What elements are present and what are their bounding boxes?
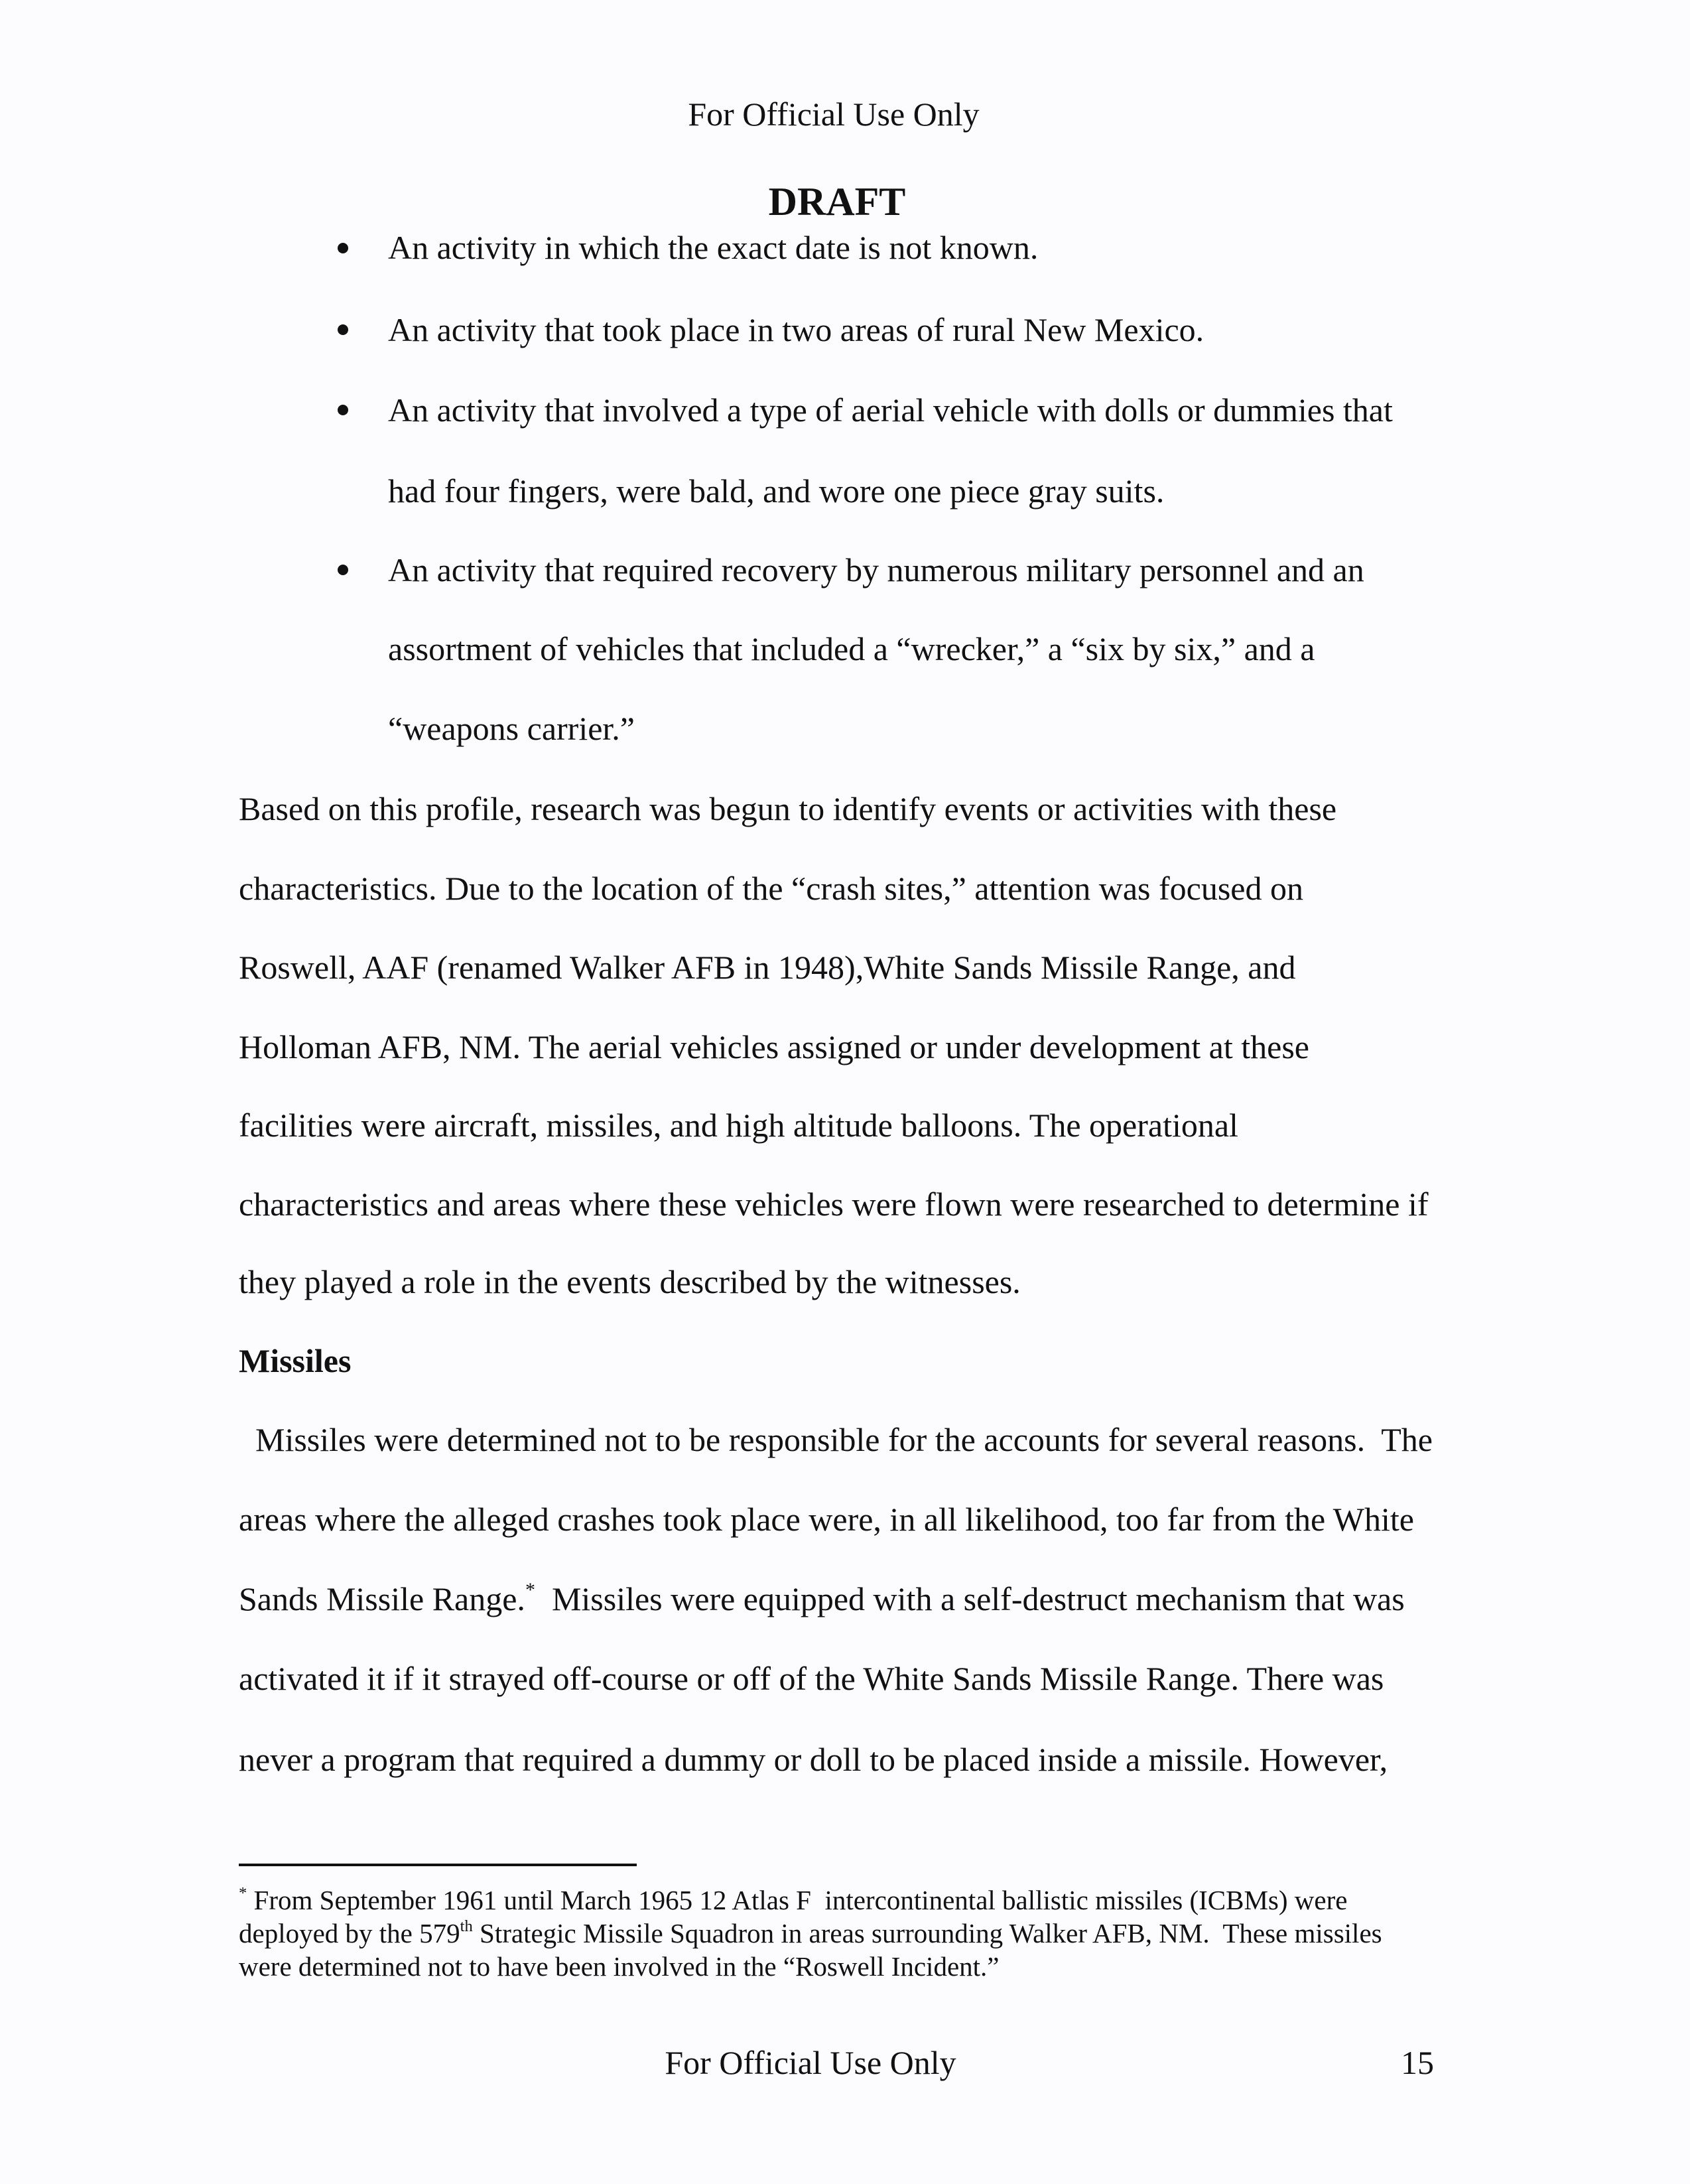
- bullet-icon: [338, 565, 348, 575]
- footer-classification: For Official Use Only: [665, 2044, 956, 2081]
- bullet-text: assortment of vehicles that included a “wrecker,” a “six by six,” and a: [388, 630, 1315, 667]
- bullet-text: had four fingers, were bald, and wore one piece gray suits.: [388, 472, 1165, 510]
- footnote-text: From September 1961 until March 1965 12 Atlas F intercontinental ballistic missiles (ICBMs) were: [247, 1885, 1348, 1915]
- header-classification: For Official Use Only: [688, 96, 980, 133]
- paragraph-line: activated it if it strayed off-course or off of the White Sands Missile Range. There was: [239, 1660, 1384, 1697]
- footnote-reference: *: [525, 1579, 535, 1601]
- paragraph-line: facilities were aircraft, missiles, and high altitude balloons. The operational: [239, 1107, 1238, 1144]
- bullet-text: “weapons carrier.”: [388, 710, 635, 747]
- paragraph-line: characteristics. Due to the location of the “crash sites,” attention was focused on: [239, 870, 1303, 907]
- paragraph-line: they played a role in the events described by the witnesses.: [239, 1263, 1021, 1300]
- footnote-text: Strategic Missile Squadron in areas surrounding Walker AFB, NM. These missiles: [472, 1918, 1382, 1948]
- paragraph-text: Missiles were equipped with a self-destruct mechanism that was: [535, 1580, 1405, 1617]
- bullet-text: An activity that required recovery by numerous military personnel and an: [388, 551, 1364, 588]
- paragraph-line: Roswell, AAF (renamed Walker AFB in 1948),White Sands Missile Range, and: [239, 949, 1296, 986]
- paragraph-line: never a program that required a dummy or doll to be placed inside a missile. However,: [239, 1741, 1388, 1778]
- paragraph-text: Sands Missile Range.: [239, 1580, 525, 1617]
- page-number: 15: [1401, 2044, 1434, 2081]
- paragraph-line: Missiles were determined not to be responsible for the accounts for several reasons. The: [239, 1421, 1433, 1458]
- bullet-text: An activity in which the exact date is not known.: [388, 229, 1039, 266]
- footnote-line: [239, 1883, 1347, 1917]
- bullet-icon: [338, 324, 348, 335]
- bullet-text: An activity that took place in two areas of rural New Mexico.: [388, 311, 1204, 348]
- bullet-icon: [338, 405, 348, 415]
- footnote-divider: [239, 1864, 637, 1866]
- footnote-line: [239, 1917, 1382, 1950]
- paragraph-line: characteristics and areas where these vehicles were flown were researched to determine if: [239, 1186, 1429, 1223]
- paragraph-line: Based on this profile, research was begun to identify events or activities with these: [239, 790, 1337, 827]
- ordinal-suffix: th: [460, 1917, 473, 1935]
- bullet-text: An activity that involved a type of aerial vehicle with dolls or dummies that: [388, 391, 1393, 429]
- paragraph-line: [239, 1579, 1405, 1619]
- paragraph-line: areas where the alleged crashes took place were, in all likelihood, too far from the White: [239, 1501, 1414, 1538]
- paragraph-line: Holloman AFB, NM. The aerial vehicles assigned or under development at these: [239, 1028, 1309, 1065]
- footnote-text: deployed by the 579: [239, 1918, 460, 1948]
- bullet-icon: [338, 243, 348, 253]
- footnote-mark: *: [239, 1883, 247, 1902]
- draft-heading: DRAFT: [768, 180, 906, 224]
- footnote-line: were determined not to have been involved in the “Roswell Incident.”: [239, 1951, 1000, 1982]
- section-heading-missiles: Missiles: [239, 1342, 352, 1379]
